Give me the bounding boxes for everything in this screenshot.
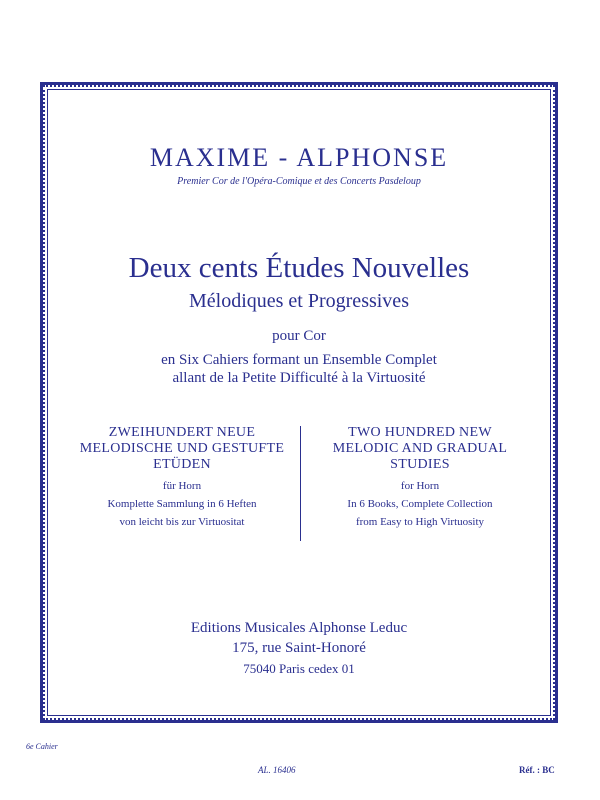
publisher-city: 75040 Paris cedex 01 — [243, 661, 355, 676]
composer-name: MAXIME - ALPHONSE — [149, 143, 449, 172]
english-column — [300, 425, 540, 529]
instrument-fr: pour Cor — [272, 328, 326, 344]
publisher-street: 175, rue Saint-Honoré — [232, 640, 366, 656]
german-instrument: für Horn — [162, 480, 202, 492]
english-heading-3: STUDIES — [390, 457, 450, 472]
english-heading-2: MELODIC AND GRADUAL — [332, 441, 508, 456]
german-line-2: von leicht bis zur Virtuositat — [119, 516, 245, 528]
catalog-number: AL. 16406 — [258, 765, 296, 775]
german-heading-2: MELODISCHE UND GESTUFTE — [79, 441, 285, 456]
german-heading-3: ETÜDEN — [153, 457, 211, 472]
title-main: Deux cents Études Nouvelles — [128, 252, 470, 284]
description-fr-2: allant de la Petite Difficulté à la Virtuosité — [172, 370, 426, 386]
publisher-name: Editions Musicales Alphonse Leduc — [190, 620, 408, 636]
english-instrument: for Horn — [400, 480, 440, 492]
title-sub: Mélodiques et Progressives — [189, 290, 409, 312]
description-fr-1: en Six Cahiers formant un Ensemble Complet — [161, 352, 437, 368]
german-column — [62, 425, 302, 529]
composer-subtitle: Premier Cor de l'Opéra-Comique et des Concerts Pasdeloup — [177, 176, 421, 187]
german-heading-1: ZWEIHUNDERT NEUE — [108, 425, 256, 440]
english-line-2: from Easy to High Virtuosity — [355, 516, 485, 528]
german-line-1: Komplette Sammlung in 6 Heften — [107, 498, 257, 510]
english-line-1: In 6 Books, Complete Collection — [347, 498, 493, 510]
english-heading-1: TWO HUNDRED NEW — [348, 425, 492, 440]
volume-label: 6e Cahier — [26, 742, 58, 751]
reference-code: Réf. : BC — [519, 765, 555, 775]
